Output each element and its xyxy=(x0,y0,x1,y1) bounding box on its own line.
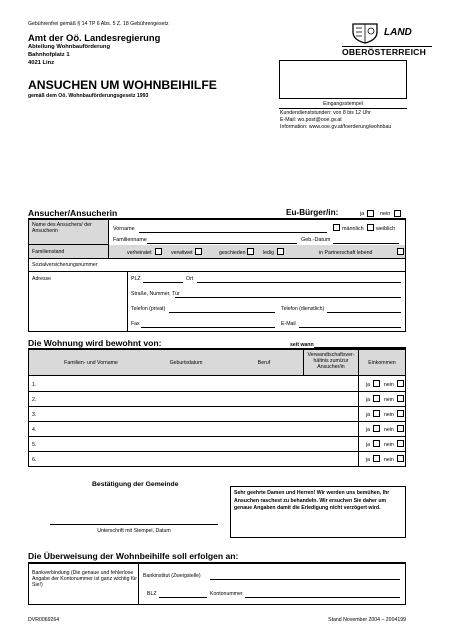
col-header-beruf: Beruf xyxy=(257,360,271,366)
transfer-form xyxy=(28,563,406,605)
income-yes-label: ja xyxy=(366,397,371,403)
row-number: 4. xyxy=(32,427,37,433)
eu-no-checkbox[interactable] xyxy=(394,210,401,217)
female-label: weiblich xyxy=(376,226,396,232)
income-no-label: nein xyxy=(384,442,394,448)
table-row[interactable] xyxy=(29,407,405,422)
table-row[interactable] xyxy=(29,392,405,407)
strasse-input[interactable] xyxy=(175,297,401,298)
svnr-label: Sozialversicherungsnummer xyxy=(32,262,98,268)
income-no-checkbox[interactable] xyxy=(397,410,404,417)
familienname-input[interactable] xyxy=(147,243,297,244)
eu-no-label: nein xyxy=(380,211,391,217)
geb-datum-label: Geb.-Datum xyxy=(301,237,331,243)
seit-wann-label: seit wann xyxy=(290,342,314,348)
income-yes-label: ja xyxy=(366,382,371,388)
ort-label: Ort xyxy=(186,276,194,282)
vorname-label: Vorname xyxy=(113,226,135,232)
eu-citizen-label: Eu-Bürger/in: xyxy=(286,208,339,217)
male-label: männlich xyxy=(342,226,364,232)
plz-input[interactable] xyxy=(143,282,183,283)
income-yes-label: ja xyxy=(366,412,371,418)
eu-yes-label: ja xyxy=(360,211,365,217)
applicant-section-title: Ansucher/Ansucherin xyxy=(28,208,118,218)
plz-label: PLZ xyxy=(131,276,141,282)
familienname-label: Familienname xyxy=(113,237,147,243)
konto-input[interactable] xyxy=(245,597,400,598)
income-no-checkbox[interactable] xyxy=(397,440,404,447)
status-partnerschaft-checkbox[interactable] xyxy=(397,248,404,255)
signature-label: Unterschrift mit Stempel, Datum xyxy=(97,528,171,534)
income-yes-checkbox[interactable] xyxy=(373,410,380,417)
status-verheiratet-checkbox[interactable] xyxy=(155,248,162,255)
table-row[interactable] xyxy=(29,422,405,437)
status-option-label: ledig xyxy=(263,250,274,256)
status-verwitwet-checkbox[interactable] xyxy=(195,248,202,255)
income-no-checkbox[interactable] xyxy=(397,425,404,432)
household-rows xyxy=(29,377,405,466)
male-checkbox[interactable] xyxy=(333,224,340,231)
income-no-label: nein xyxy=(384,412,394,418)
income-yes-checkbox[interactable] xyxy=(373,455,380,462)
col-header-relationship: Verwandtschaftsver-hältnis zum/zur Ansucher/in xyxy=(307,352,355,370)
table-row[interactable] xyxy=(29,452,405,466)
table-row[interactable] xyxy=(29,377,405,392)
row-number: 5. xyxy=(32,442,37,448)
page-title: ANSUCHEN UM WOHNBEIHILFE xyxy=(28,78,217,92)
name-label: Name des Ansuchers/ der Ansucherin xyxy=(32,222,92,234)
col-header-name: Familien- und Vorname xyxy=(64,360,118,366)
strasse-label: Straße, Nummer, Tür xyxy=(131,291,180,297)
female-checkbox[interactable] xyxy=(367,224,374,231)
stamp-label: Eingangsstempel xyxy=(323,101,363,107)
income-no-checkbox[interactable] xyxy=(397,380,404,387)
applicant-form xyxy=(28,219,406,332)
eu-yes-checkbox[interactable] xyxy=(367,210,374,217)
tel-privat-input[interactable] xyxy=(169,312,275,313)
page-subtitle: gemäß dem Oö. Wohnbauförderungsgesetz 1993 xyxy=(28,93,149,99)
familienstand-label: Familienstand xyxy=(32,249,65,255)
signature-line[interactable] xyxy=(50,524,218,525)
institute-input[interactable] xyxy=(210,579,400,580)
email-input[interactable] xyxy=(299,327,401,328)
office-name: Amt der Oö. Landesregierung xyxy=(28,32,161,43)
status-geschieden-checkbox[interactable] xyxy=(247,248,254,255)
status-option-label: verheiratet xyxy=(127,250,152,256)
footer-code: DVR0069264 xyxy=(28,617,60,623)
income-no-label: nein xyxy=(384,427,394,433)
row-number: 2. xyxy=(32,397,37,403)
blz-input[interactable] xyxy=(159,597,207,598)
income-no-checkbox[interactable] xyxy=(397,455,404,462)
income-yes-checkbox[interactable] xyxy=(373,440,380,447)
office-info: Information: www.ooe.gv.at/foerderung/wohnbau xyxy=(280,124,392,130)
col-header-birthdate: Geburtsdatum xyxy=(169,360,203,366)
income-yes-label: ja xyxy=(366,442,371,448)
adresse-label: Adresse xyxy=(32,276,52,282)
status-ledig-checkbox[interactable] xyxy=(277,248,284,255)
row-number: 3. xyxy=(32,412,37,418)
office-hours: Kundendienststunden: von 8 bis 12 Uhr xyxy=(280,110,371,116)
status-option-label: geschieden xyxy=(219,250,246,256)
income-no-label: nein xyxy=(384,382,394,388)
street: Bahnhofplatz 1 xyxy=(28,52,70,58)
stamp-box xyxy=(279,60,407,99)
notice-text: Sehr geehrte Damen und Herren! Wir werden uns bemühen, Ihr Ansuchen raschest zu behandeln. Wir ersuchen Sie daher um genaue Angaben damit die Erledigung nicht verzögert wird. xyxy=(234,490,390,511)
table-row[interactable] xyxy=(29,437,405,452)
income-yes-checkbox[interactable] xyxy=(373,425,380,432)
ort-input[interactable] xyxy=(197,282,401,283)
status-option-label: verwitwet xyxy=(171,250,193,256)
household-table xyxy=(28,349,406,467)
logo-oberoesterreich-text: OBERÖSTERREICH xyxy=(342,47,426,57)
income-yes-checkbox[interactable] xyxy=(373,380,380,387)
email-label: E-Mail xyxy=(281,321,296,327)
geb-datum-input[interactable] xyxy=(333,243,399,244)
income-no-checkbox[interactable] xyxy=(397,395,404,402)
notice-box xyxy=(230,486,406,538)
department: Abteilung Wohnbauförderung xyxy=(28,44,111,50)
blz-label: BLZ xyxy=(147,591,157,597)
familienstand-options xyxy=(113,248,405,257)
konto-label: Kontonummer xyxy=(210,591,243,597)
row-number: 1. xyxy=(32,382,37,388)
household-section-title: Die Wohnung wird bewohnt von: xyxy=(28,338,162,348)
transfer-section-title: Die Überweisung der Wohnbeihilfe soll erfolgen an: xyxy=(28,551,239,561)
income-yes-label: ja xyxy=(366,427,371,433)
tel-privat-label: Telefon (privat) xyxy=(131,306,166,312)
confirmation-title: Bestätigung der Gemeinde xyxy=(92,481,179,488)
logo-land-text: LAND xyxy=(384,27,412,38)
status-option-label: in Partnerschaft lebend xyxy=(319,250,373,256)
institute-label: Bankinstitut (Zweigstelle) xyxy=(143,573,201,579)
income-no-label: nein xyxy=(384,457,394,463)
city: 4021 Linz xyxy=(28,60,55,66)
fee-note: Gebührenfrei gemäß § 14 TP 6 Abs. 5 Z. 18 Gebührengesetz xyxy=(28,21,169,27)
tel-dienst-input[interactable] xyxy=(327,312,401,313)
fax-label: Fax xyxy=(131,321,140,327)
footer-stand: Stand November 2004 – 2004199 xyxy=(328,617,406,623)
fax-input[interactable] xyxy=(141,327,275,328)
office-email: E-Mail: wo.post@ooe.gv.at xyxy=(280,117,342,123)
col-header-income: Einkommen xyxy=(368,360,396,366)
bank-label: Bankverbindung (Die genaue und fehlerlose Angabe der Kontonummer ist ganz wichtig für Sie!) xyxy=(32,570,137,588)
land-logo xyxy=(342,22,432,56)
coat-of-arms-icon xyxy=(350,22,380,44)
income-no-label: nein xyxy=(384,397,394,403)
vorname-input[interactable] xyxy=(139,232,327,233)
row-number: 6. xyxy=(32,457,37,463)
tel-dienst-label: Telefon (dienstlich) xyxy=(281,306,325,312)
income-yes-checkbox[interactable] xyxy=(373,395,380,402)
income-yes-label: ja xyxy=(366,457,371,463)
